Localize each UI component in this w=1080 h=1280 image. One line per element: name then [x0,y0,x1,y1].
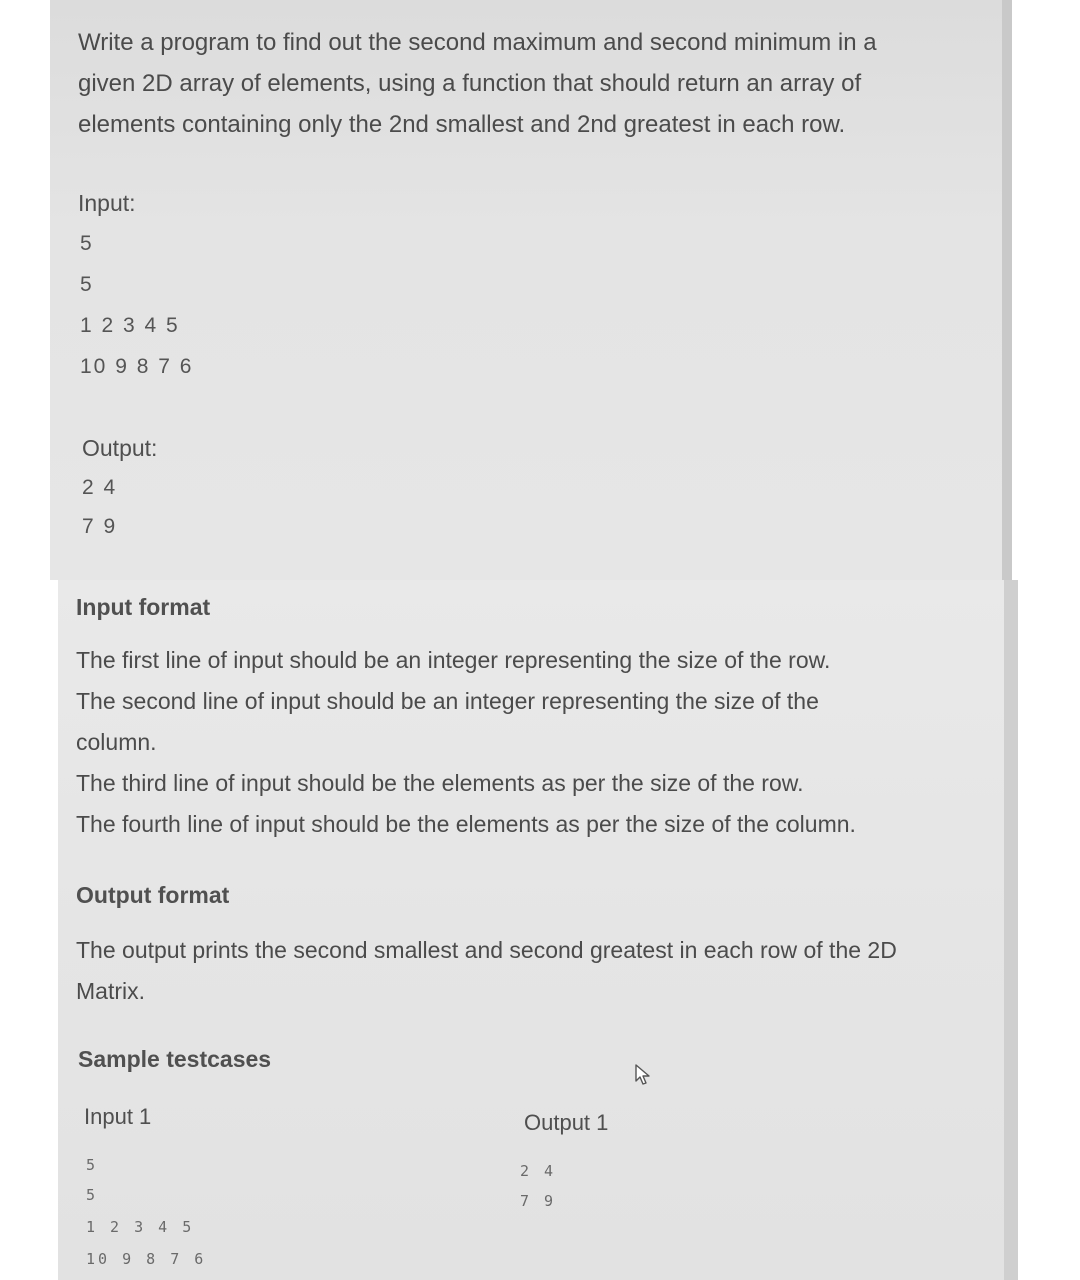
problem-line: Write a program to find out the second maximum and second minimum in a [78,29,877,56]
format-panel [58,580,1004,1280]
sample-input-line: 5 [86,1156,99,1174]
mouse-pointer-icon [634,1064,652,1086]
sample-testcases-heading: Sample testcases [78,1046,272,1072]
example-output-line: 2 4 [82,476,118,499]
example-output-line: 7 9 [82,515,118,538]
output-format-line: Matrix. [76,978,145,1004]
sample-input-line: 5 [86,1186,99,1204]
panel-edge [1004,580,1018,1280]
sample-input-line: 1 2 3 4 5 [86,1218,195,1236]
input-format-line: The second line of input should be an integer representing the size of the [76,688,819,714]
input-format-line: column. [76,729,157,755]
panel-edge [1002,0,1012,580]
sample-input-label: Input 1 [84,1104,152,1129]
sample-output-line: 7 9 [520,1192,557,1210]
sample-output-label: Output 1 [524,1110,609,1135]
example-input-line: 10 9 8 7 6 [80,355,194,378]
problem-line: given 2D array of elements, using a function that should return an array of [78,70,862,97]
problem-line: elements containing only the 2nd smallest and 2nd greatest in each row. [78,111,846,138]
input-format-line: The fourth line of input should be the elements as per the size of the column. [76,811,856,837]
example-output-label: Output: [82,435,158,461]
problem-description [78,22,948,145]
output-format-line: The output prints the second smallest and second greatest in each row of the 2D [76,937,897,963]
input-format-line: The first line of input should be an integer representing the size of the row. [76,647,831,673]
sample-output-line: 2 4 [520,1162,557,1180]
example-input-label: Input: [78,190,136,216]
input-format-line: The third line of input should be the elements as per the size of the row. [76,770,804,796]
example-input-line: 1 2 3 4 5 [80,314,180,337]
input-format-text [76,640,976,845]
problem-statement-panel [50,0,1012,580]
input-format-heading: Input format [76,594,211,620]
example-input-line: 5 [80,273,94,296]
output-format-text [76,930,976,1012]
example-input-line: 5 [80,232,94,255]
sample-input-line: 10 9 8 7 6 [86,1250,207,1268]
output-format-heading: Output format [76,882,230,908]
